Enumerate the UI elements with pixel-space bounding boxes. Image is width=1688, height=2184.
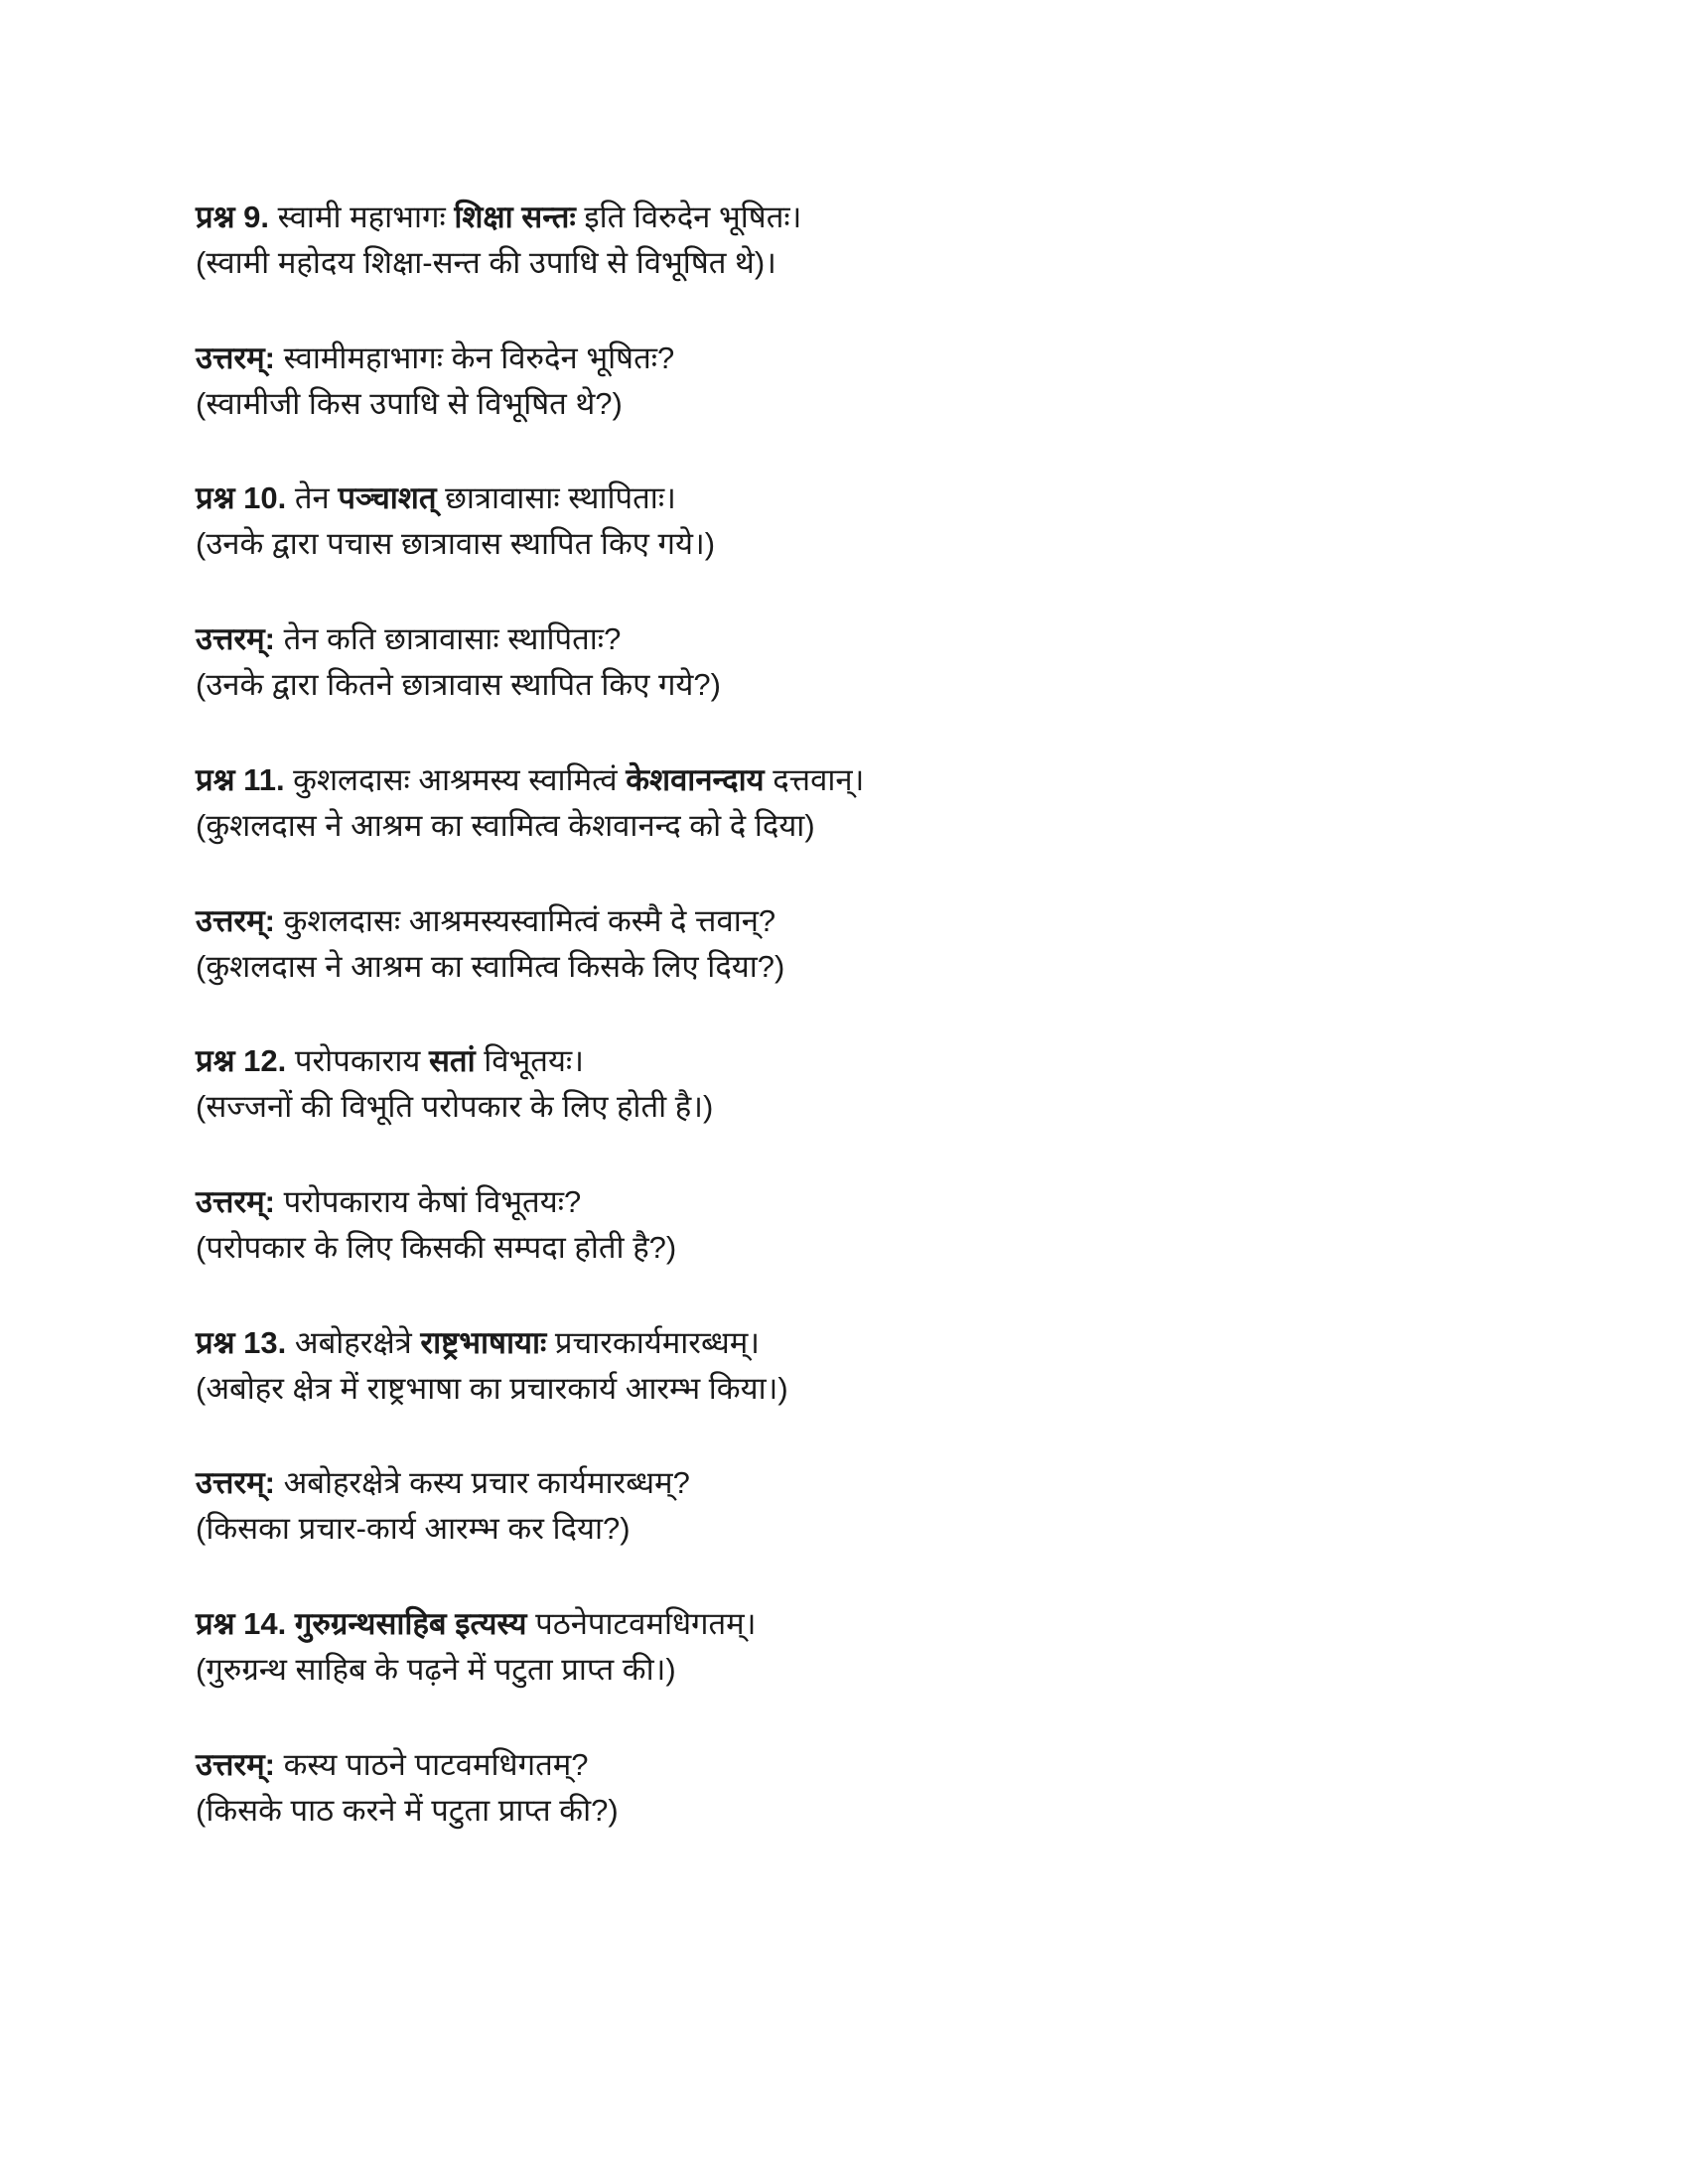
sanskrit-sentence — [196, 757, 1536, 803]
text-segment: दत्तवान्। — [764, 761, 865, 797]
hindi-translation: (उनके द्वारा कितने छात्रावास स्थापित किए गये?) — [196, 667, 721, 703]
text-segment: इति विरुदेन भूषितः। — [575, 200, 802, 234]
sanskrit-answer — [196, 616, 1536, 662]
hindi-translation: (स्वामी महोदय शिक्षा-सन्त की उपाधि से विभूषित थे)। — [196, 245, 776, 280]
item-label: उत्तरम्: — [196, 1746, 284, 1782]
text-segment: विभूतयः। — [475, 1043, 584, 1079]
bold-segment: शिक्षा सन्तः — [454, 200, 576, 234]
text-segment: छात्रावासाः स्थापिताः। — [436, 480, 676, 516]
hindi-translation: (गुरुग्रन्थ साहिब के पढ़ने में पटुता प्राप्त की।) — [196, 1652, 676, 1687]
answer-block — [196, 1460, 1536, 1552]
text-segment: प्रचारकार्यमारब्धम्। — [546, 1324, 761, 1360]
hindi-translation: (कुशलदास ने आश्रम का स्वामित्व केशवानन्द को दे दिया) — [196, 807, 815, 843]
answer-block — [196, 898, 1536, 990]
hindi-translation: (अबोहर क्षेत्र में राष्ट्रभाषा का प्रचारकार्य आरम्भ किया।) — [196, 1370, 788, 1406]
text-segment: अबोहरक्षेत्रे — [294, 1324, 421, 1360]
question-block — [196, 476, 1536, 567]
sanskrit-sentence — [196, 1601, 1536, 1647]
text-segment: अबोहरक्षेत्रे कस्य प्रचार कार्यमारब्धम्? — [283, 1465, 690, 1501]
sanskrit-answer — [196, 336, 1536, 381]
hindi-translation: (किसका प्रचार-कार्य आरम्भ कर दिया?) — [196, 1511, 631, 1547]
sanskrit-sentence — [196, 195, 1536, 240]
question-block — [196, 757, 1536, 849]
answer-block — [196, 336, 1536, 427]
question-block — [196, 1320, 1536, 1412]
text-segment: स्वामी महाभागः — [277, 200, 455, 234]
question-block — [196, 1038, 1536, 1130]
sanskrit-answer — [196, 1460, 1536, 1506]
text-segment: कुशलदासः आश्रमस्यस्वामित्वं कस्मै दे त्तवान्? — [283, 902, 776, 938]
item-label: प्रश्न 14. — [196, 1606, 295, 1641]
item-label: प्रश्न 10. — [196, 480, 295, 516]
item-label: प्रश्न 12. — [196, 1043, 295, 1079]
answer-block — [196, 1742, 1536, 1834]
text-segment: तेन — [294, 480, 339, 516]
item-label: उत्तरम्: — [196, 1183, 284, 1219]
hindi-translation: (उनके द्वारा पचास छात्रावास स्थापित किए गये।) — [196, 526, 716, 562]
item-label: उत्तरम्: — [196, 621, 284, 657]
hindi-translation: (स्वामीजी किस उपाधि से विभूषित थे?) — [196, 385, 623, 421]
sanskrit-sentence — [196, 1320, 1536, 1366]
item-label: प्रश्न 9. — [196, 200, 278, 234]
text-segment: कुशलदासः आश्रमस्य स्वामित्वं — [293, 761, 627, 797]
item-label: प्रश्न 13. — [196, 1324, 295, 1360]
bold-segment: सतां — [428, 1043, 476, 1079]
sanskrit-answer — [196, 1742, 1536, 1788]
bold-segment: केशवानन्दाय — [626, 761, 765, 797]
hindi-translation: (परोपकार के लिए किसकी सम्पदा होती है?) — [196, 1229, 677, 1265]
sanskrit-answer — [196, 898, 1536, 944]
text-segment: परोपकाराय — [294, 1043, 429, 1079]
item-label: प्रश्न 11. — [196, 761, 294, 797]
item-label: उत्तरम्: — [196, 1465, 284, 1501]
text-segment: स्वामीमहाभागः केन विरुदेन भूषितः? — [283, 340, 675, 375]
sanskrit-answer — [196, 1179, 1536, 1225]
text-segment: परोपकाराय केषां विभूतयः? — [283, 1183, 582, 1219]
sanskrit-sentence — [196, 1038, 1536, 1084]
bold-segment: गुरुग्रन्थसाहिब इत्यस्य — [294, 1606, 527, 1641]
hindi-translation: (कुशलदास ने आश्रम का स्वामित्व किसके लिए दिया?) — [196, 948, 785, 984]
question-block — [196, 195, 1536, 286]
text-segment: कस्य पाठने पाटवमधिगतम्? — [283, 1746, 589, 1782]
text-segment: पठनेपाटवमधिगतम्। — [526, 1606, 757, 1641]
hindi-translation: (किसके पाठ करने में पटुता प्राप्त की?) — [196, 1792, 619, 1828]
answer-block — [196, 1179, 1536, 1271]
hindi-translation: (सज्जनों की विभूति परोपकार के लिए होती है।) — [196, 1089, 714, 1125]
item-label: उत्तरम्: — [196, 340, 284, 375]
bold-segment: पञ्चाशत् — [338, 480, 437, 516]
bold-segment: राष्ट्रभाषायाः — [420, 1324, 547, 1360]
item-label: उत्तरम्: — [196, 902, 284, 938]
sanskrit-sentence — [196, 476, 1536, 521]
text-segment: तेन कति छात्रावासाः स्थापिताः? — [283, 621, 622, 657]
question-block — [196, 1601, 1536, 1693]
answer-block — [196, 616, 1536, 708]
